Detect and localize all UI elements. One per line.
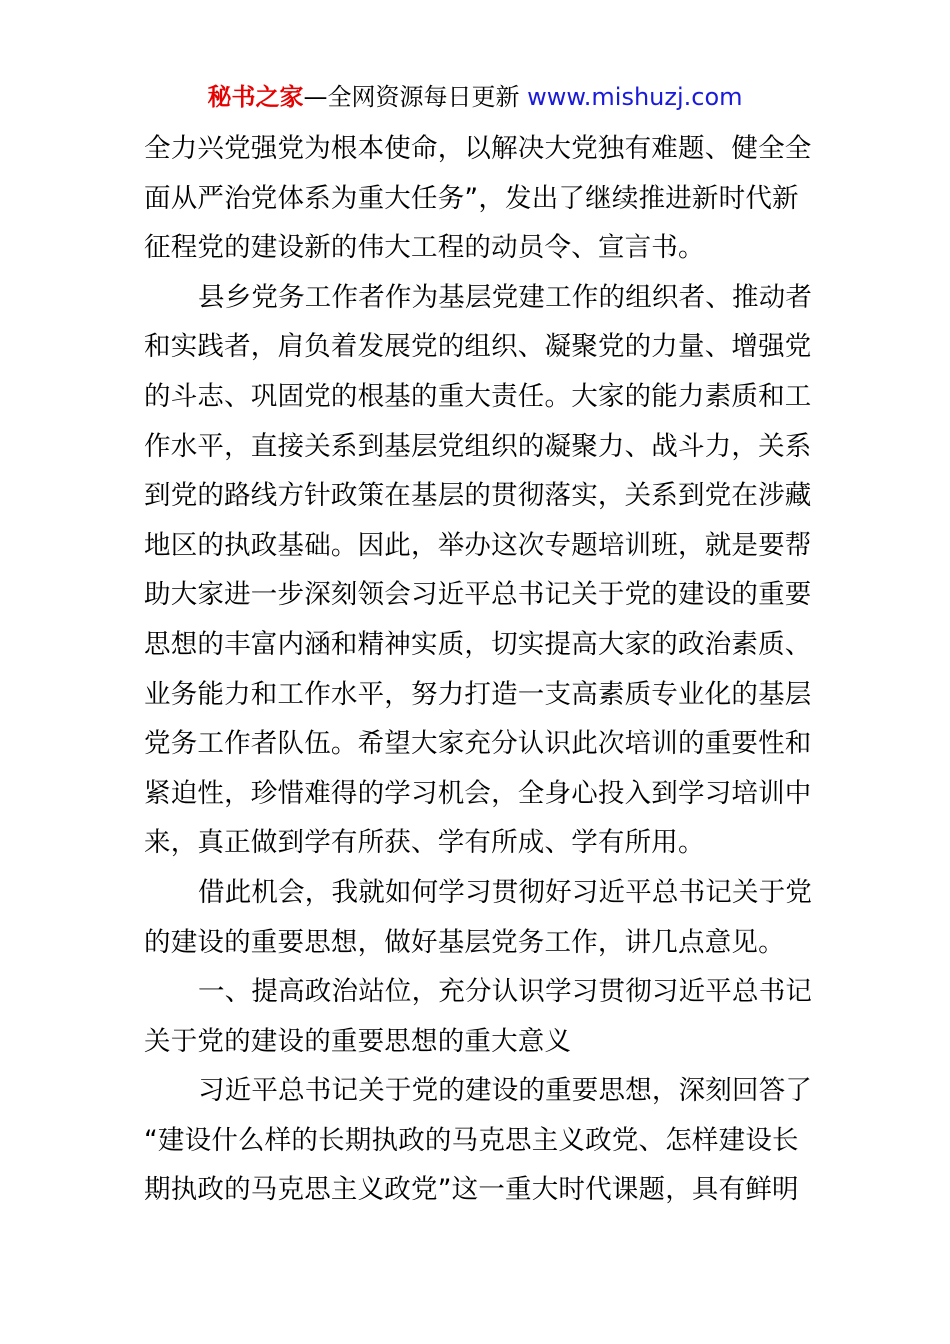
text-line: 到党的路线方针政策在基层的贯彻落实，关系到党在涉藏: [144, 480, 812, 512]
text-line: 面从严治党体系为重大任务”，发出了继续推进新时代新: [144, 182, 799, 214]
text-line: 思想的丰富内涵和精神实质，切实提高大家的政治素质、: [144, 628, 812, 660]
paragraph-first-line: 习近平总书记关于党的建设的重要思想，深刻回答了: [198, 1075, 813, 1107]
text-line: 业务能力和工作水平，努力打造一支高素质专业化的基层: [144, 678, 812, 710]
site-url[interactable]: www.mishuzj.com: [527, 83, 743, 111]
text-line: 全力兴党强党为根本使命，以解决大党独有难题、健全全: [144, 133, 812, 164]
text-line: 党务工作者队伍。希望大家充分认识此次培训的重要性和: [144, 728, 812, 760]
text-line: 来，真正做到学有所获、学有所成、学有所用。: [144, 827, 705, 859]
text-line: 和实践者，肩负着发展党的组织、凝聚党的力量、增强党: [144, 331, 812, 363]
header-tagline: —全网资源每日更新: [303, 83, 528, 111]
brand-name: 秘书之家: [207, 83, 304, 111]
paragraph-first-line: 县乡党务工作者作为基层党建工作的组织者、推动者: [198, 281, 813, 313]
text-line: 助大家进一步深刻领会习近平总书记关于党的建设的重要: [144, 579, 812, 611]
section-heading-line: 关于党的建设的重要思想的重大意义: [144, 1025, 572, 1057]
text-line: 征程党的建设新的伟大工程的动员令、宣言书。: [144, 232, 705, 264]
text-line: “建设什么样的长期执政的马克思主义政党、怎样建设长: [144, 1124, 799, 1156]
text-line: 作水平，直接关系到基层党组织的凝聚力、战斗力，关系: [144, 430, 812, 462]
text-line: 地区的执政基础。因此，举办这次专题培训班，就是要帮: [144, 529, 812, 561]
section-heading-line: 一、提高政治站位，充分认识学习贯彻习近平总书记: [198, 976, 813, 1008]
text-line: 的斗志、巩固党的根基的重大责任。大家的能力素质和工: [144, 380, 812, 412]
document-body: [144, 124, 812, 1215]
site-header: [0, 80, 950, 114]
text-line: 紧迫性，珍惜难得的学习机会，全身心投入到学习培训中: [144, 777, 812, 809]
text-line: 期执政的马克思主义政党”这一重大时代课题，具有鲜明: [144, 1174, 799, 1206]
paragraph-first-line: 借此机会，我就如何学习贯彻好习近平总书记关于党: [198, 876, 813, 908]
text-line: 的建设的重要思想，做好基层党务工作，讲几点意见。: [144, 926, 785, 958]
